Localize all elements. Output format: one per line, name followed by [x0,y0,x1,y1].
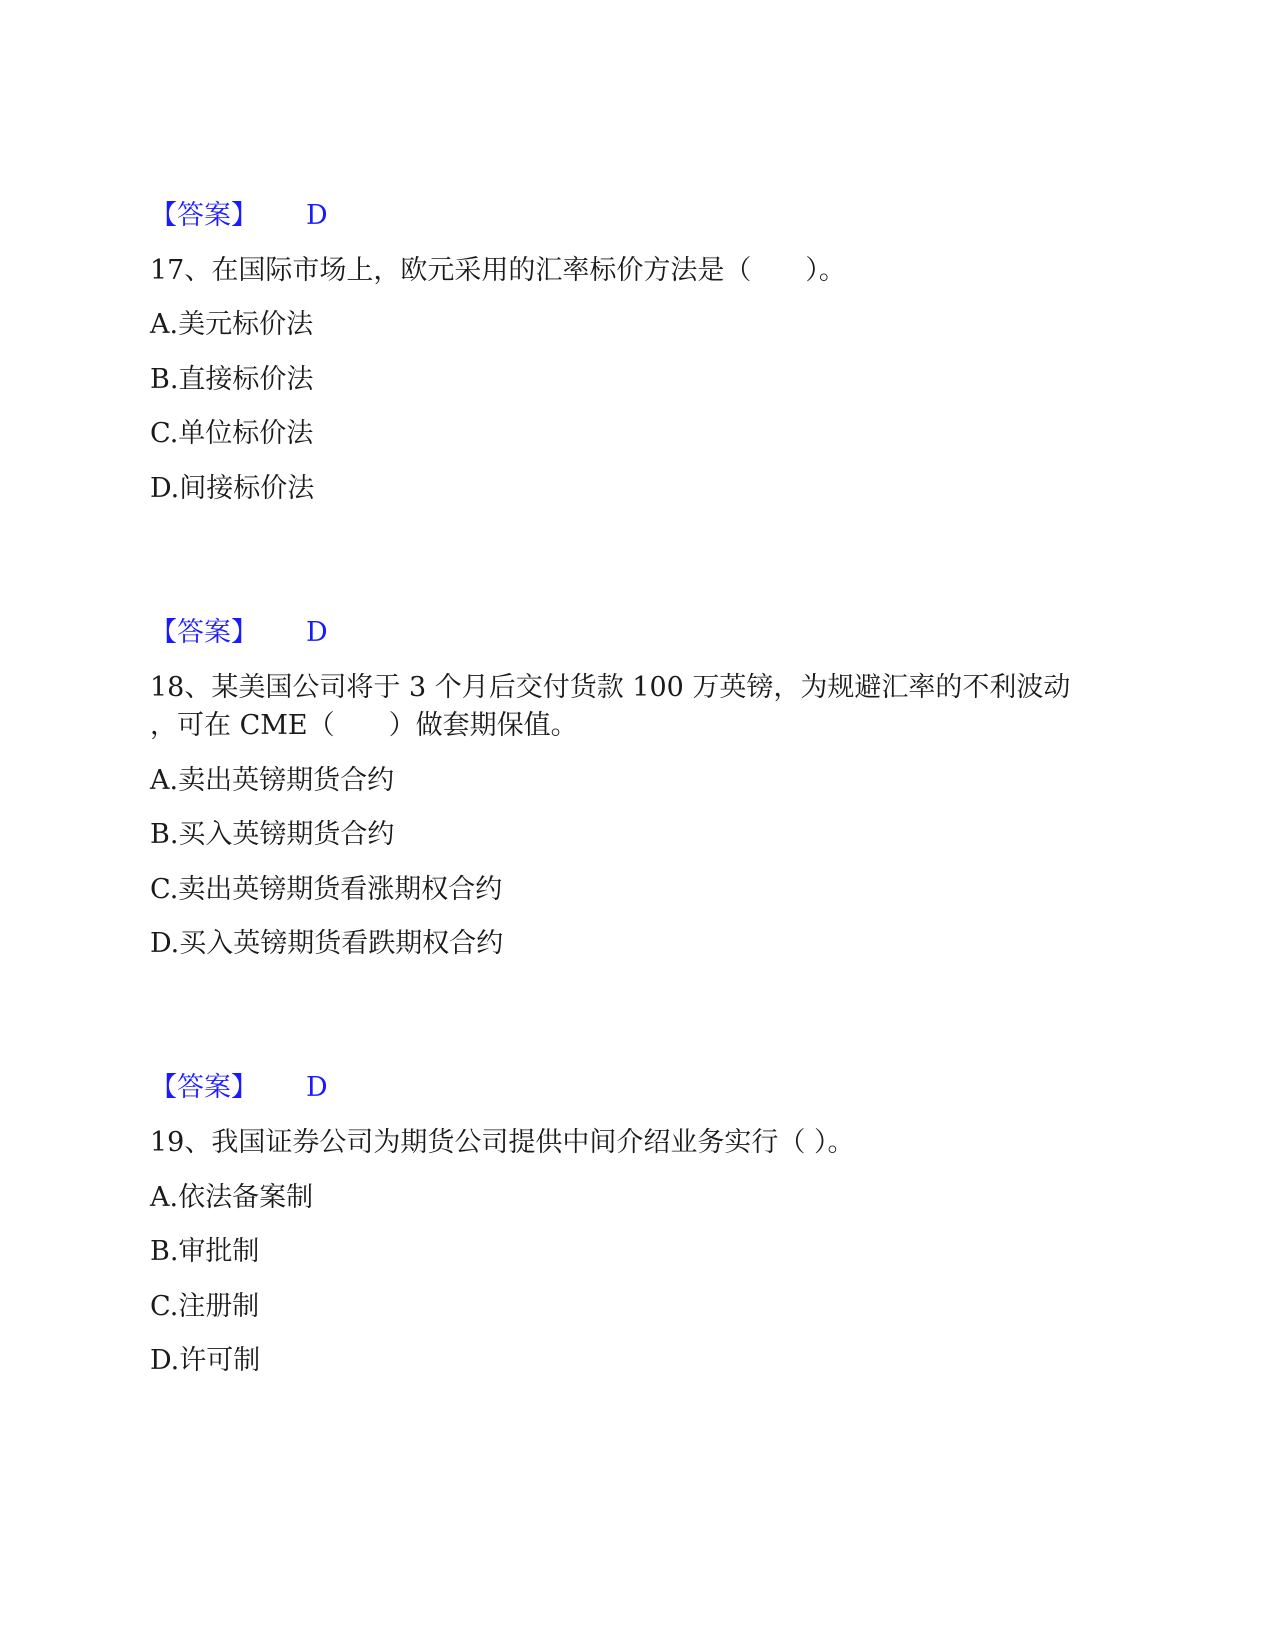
option-17-a: A.美元标价法 [150,309,314,340]
answer-value: D [306,617,328,648]
option-19-b: B.审批制 [150,1236,260,1267]
answer-line-16 [150,198,328,234]
question-18-line2: ，可在 CME（ ）做套期保值。 [150,710,578,741]
answer-label: 【答案】 [150,200,258,231]
option-18-c: C.卖出英镑期货看涨期权合约 [150,874,503,905]
option-17-d: D.间接标价法 [150,473,315,504]
answer-label: 【答案】 [150,1072,258,1103]
option-19-a: A.依法备案制 [150,1182,314,1213]
answer-value: D [306,200,328,231]
question-17: 17、在国际市场上，欧元采用的汇率标价方法是（ ）。 [150,255,846,286]
answer-value: D [306,1072,328,1103]
answer-line-17 [150,615,328,651]
answer-label: 【答案】 [150,617,258,648]
option-18-b: B.买入英镑期货合约 [150,819,395,850]
question-19: 19、我国证券公司为期货公司提供中间介绍业务实行（ ）。 [150,1127,855,1158]
option-18-d: D.买入英镑期货看跌期权合约 [150,928,504,959]
option-17-c: C.单位标价法 [150,418,314,449]
question-18-line1: 18、某美国公司将于 3 个月后交付货款 100 万英镑，为规避汇率的不利波动 [150,672,1071,703]
option-17-b: B.直接标价法 [150,364,314,395]
option-19-d: D.许可制 [150,1345,261,1376]
option-19-c: C.注册制 [150,1291,260,1322]
option-18-a: A.卖出英镑期货合约 [150,765,395,796]
answer-line-18 [150,1070,328,1106]
